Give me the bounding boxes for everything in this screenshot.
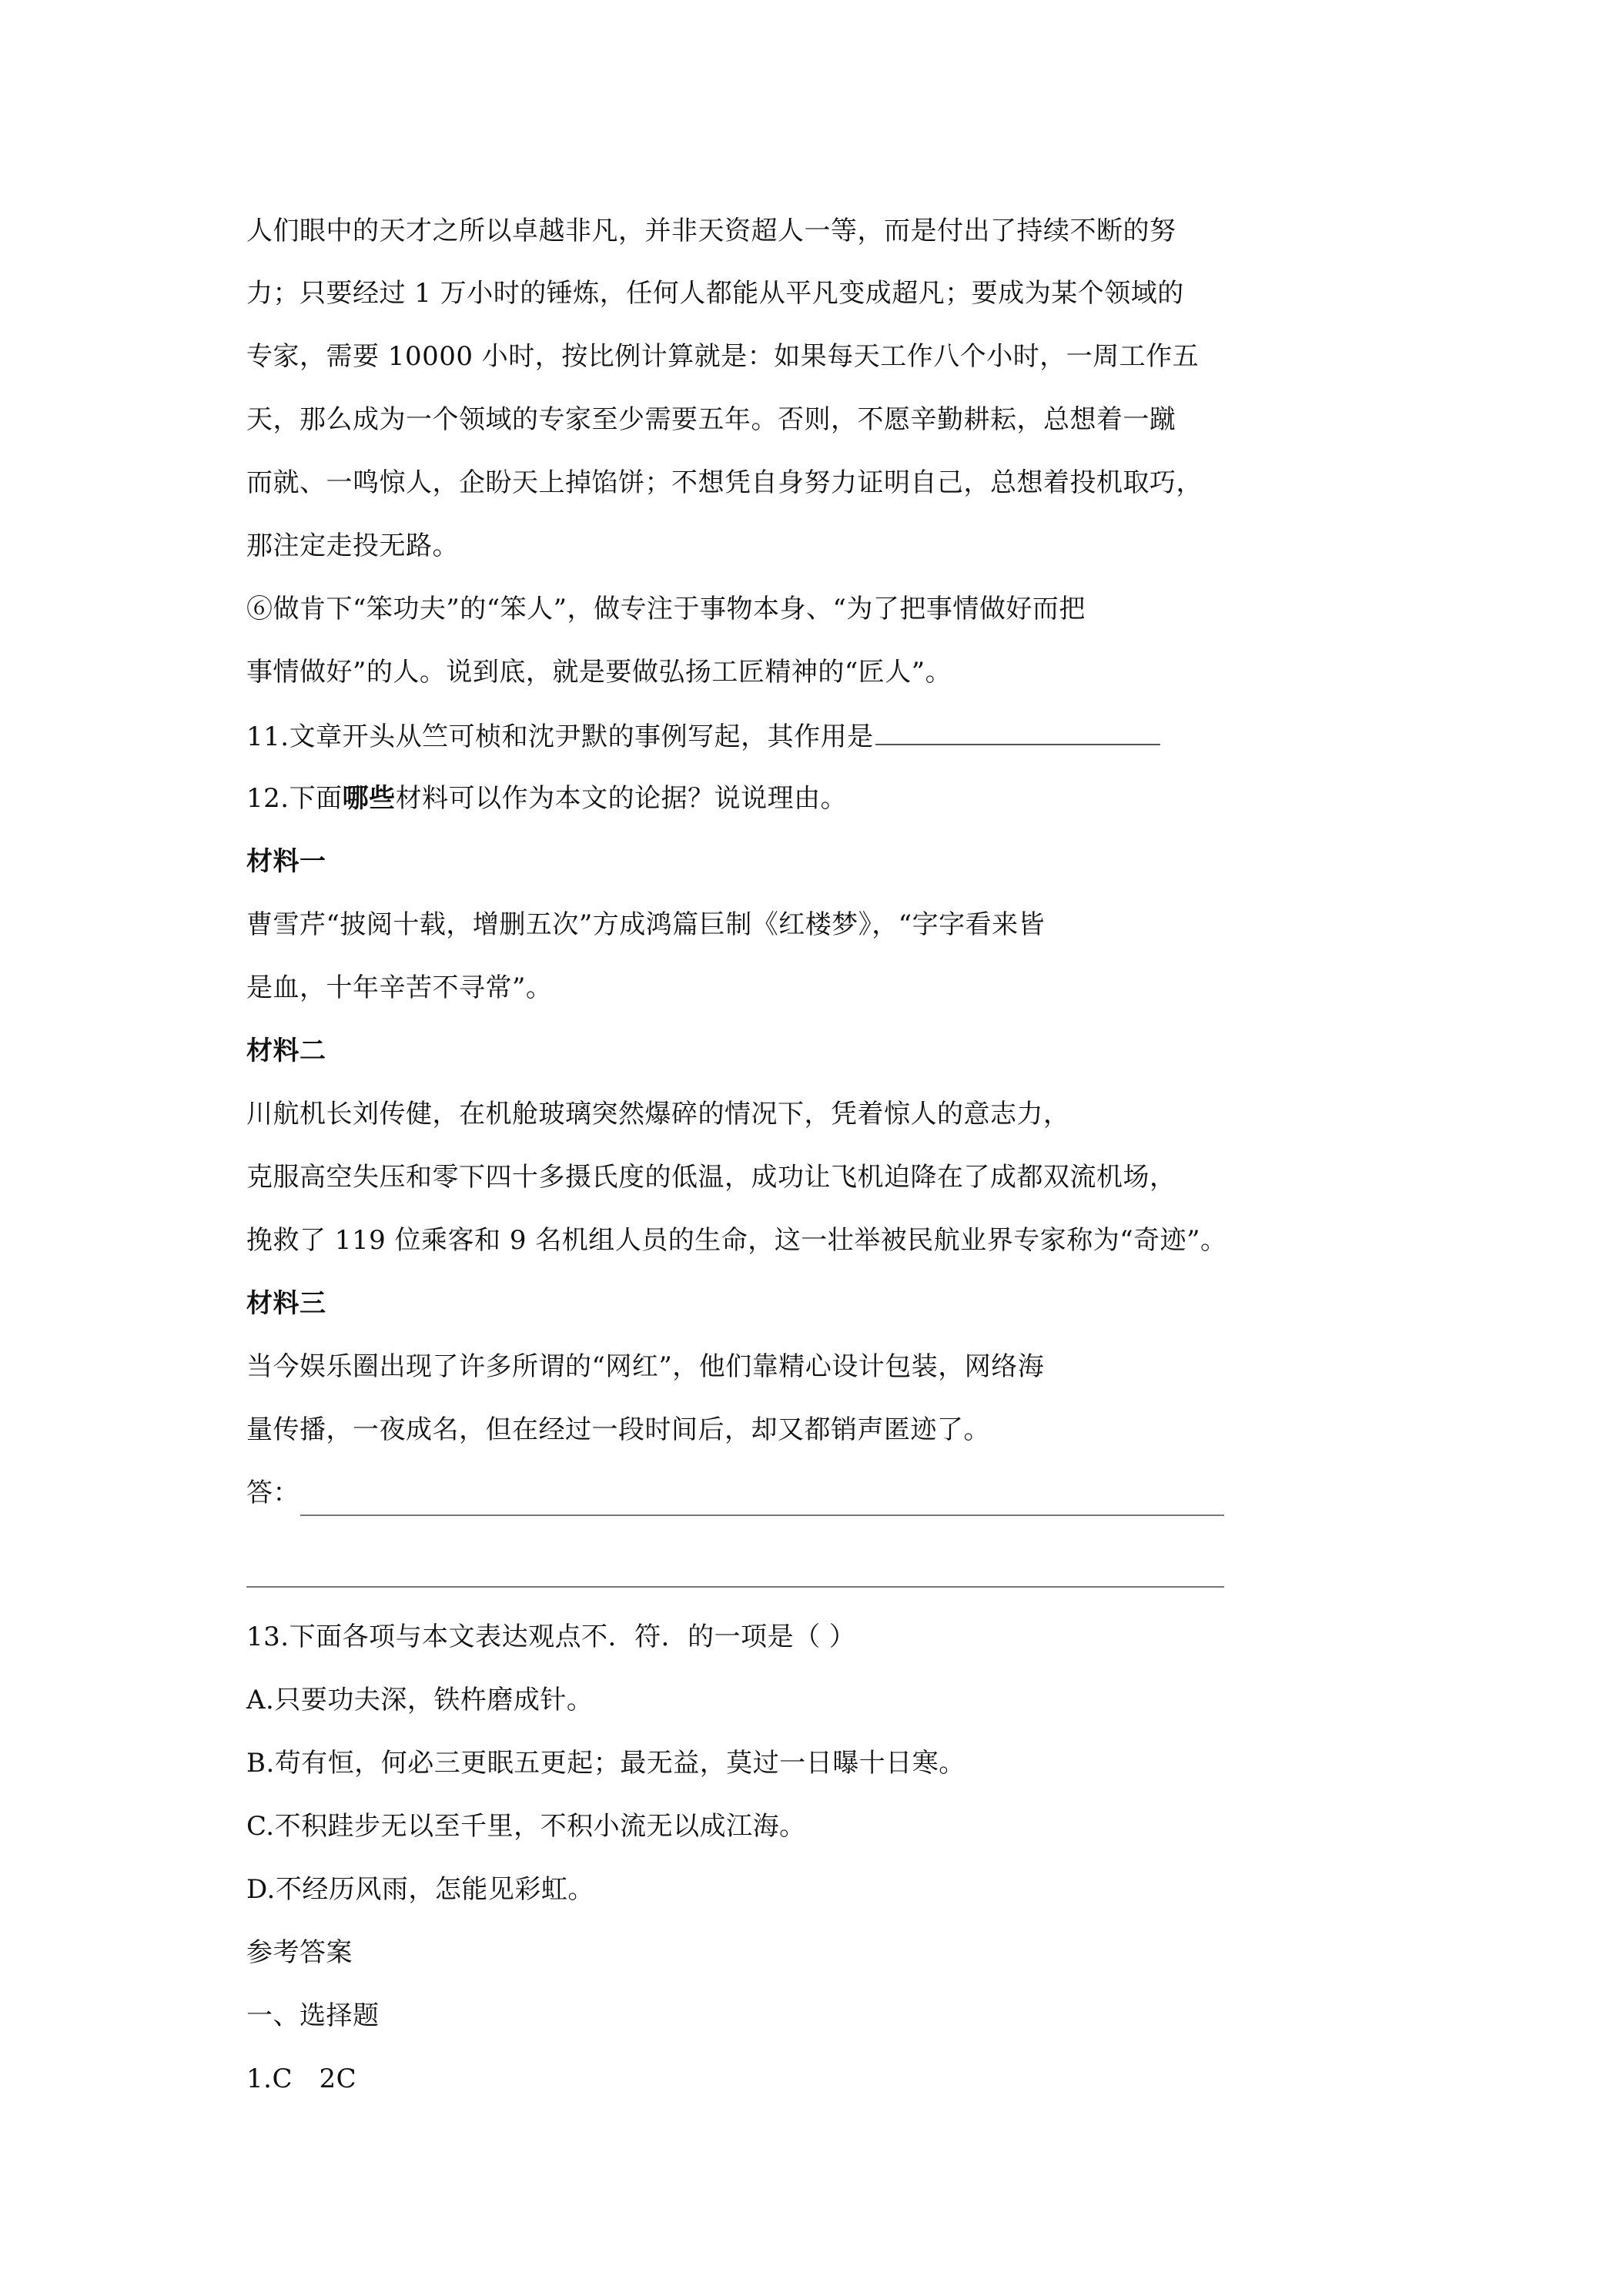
material-3-title: 材料三 [246,1288,326,1319]
option-c: C.不积跬步无以至千里，不积小流无以成江海。 [246,1811,806,1842]
option-a: A.只要功夫深，铁杵磨成针。 [246,1685,594,1715]
option-d: D.不经历风雨，怎能见彩虹。 [246,1874,594,1905]
material-1-line: 是血，十年辛苦不寻常”。 [246,972,553,1003]
answer-label: 答： [246,1478,300,1508]
passage-line: 那注定走投无路。 [246,530,459,561]
material-2-line: 克服高空失压和零下四十多摄氏度的低温，成功让飞机迫降在了成都双流机场， [246,1162,1176,1193]
question-12-suffix: 材料可以作为本文的论据？说说理由。 [395,783,848,814]
material-1-line: 曹雪芹“披阅十载，增删五次”方成鸿篇巨制《红楼梦》，“字字看来皆 [246,909,1046,940]
material-2-line: 挽救了 119 位乘客和 9 名机组人员的生命，这一壮举被民航业界专家称为“奇迹”。 [246,1225,1227,1256]
material-2-line: 川航机长刘传健，在机舱玻璃突然爆碎的情况下，凭着惊人的意志力， [246,1099,1070,1130]
question-13: 13.下面各项与本文表达观点不．符．的一项是（ ） [246,1622,856,1652]
question-12-prefix: 12.下面 [246,783,343,814]
material-2-title: 材料二 [246,1036,326,1066]
question-11-text: 11.文章开头从竺可桢和沈尹默的事例写起，其作用是 [246,721,874,752]
answer-line-2[interactable] [246,1586,1224,1588]
passage-line: ⑥做肯下“笨功夫”的“笨人”，做专注于事物本身、“为了把事情做好而把 [246,594,1086,624]
answers-section: 一、选择题 [246,2000,380,2031]
question-11 [246,718,1370,755]
option-b: B.苟有恒，何必三更眠五更起；最无益，莫过一日曝十日寒。 [246,1748,965,1779]
question-12 [246,781,1370,816]
material-1-title: 材料一 [246,846,326,877]
passage-line: 人们眼中的天才之所以卓越非凡，并非天资超人一等，而是付出了持续不断的努 [246,216,1176,246]
question-12-emphasis: 哪些 [342,783,396,814]
passage-line: 天，那么成为一个领域的专家至少需要五年。否则，不愿辛勤耕耘，总想着一蹴 [246,404,1176,435]
passage-line: 事情做好”的人。说到底，就是要做弘扬工匠精神的“匠人”。 [246,657,952,688]
passage-line: 而就、一鸣惊人，企盼天上掉馅饼；不想凭自身努力证明自己，总想着投机取巧， [246,467,1203,498]
material-3-line: 量传播，一夜成名，但在经过一段时间后，却又都销声匿迹了。 [246,1414,990,1445]
answers-heading: 参考答案 [246,1937,353,1968]
material-3-line: 当今娱乐圈出现了许多所谓的“网红”，他们靠精心设计包装，网络海 [246,1351,1045,1382]
passage-line: 专家，需要 10000 小时，按比例计算就是：如果每天工作八个小时，一周工作五 [246,341,1200,372]
passage-line: 力；只要经过 1 万小时的锤炼，任何人都能从平凡变成超凡；要成为某个领域的 [246,278,1184,309]
answer-line-1[interactable] [300,1514,1224,1516]
answers-line-1: 1.C 2C [246,2063,357,2094]
answer-blank[interactable] [875,718,1160,745]
